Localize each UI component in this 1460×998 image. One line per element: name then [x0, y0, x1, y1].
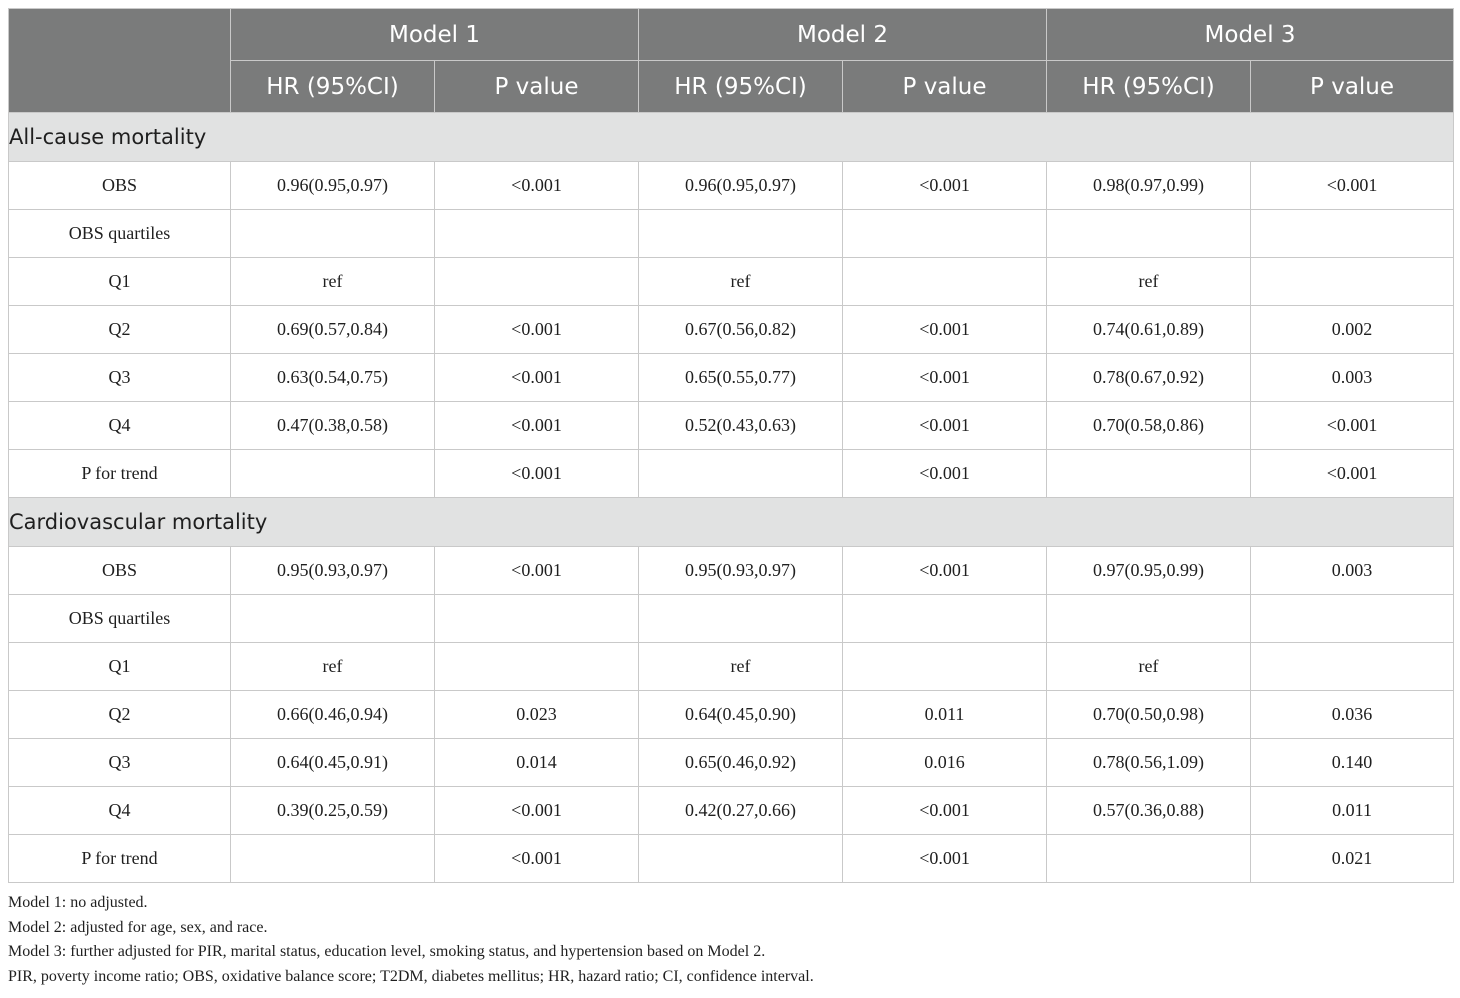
- p-value-cell: [435, 258, 639, 306]
- hr-ci-cell: 0.65(0.46,0.92): [639, 739, 843, 787]
- p-value-cell: 0.011: [1251, 787, 1454, 835]
- p-value-cell: [435, 595, 639, 643]
- hr-ci-cell: 0.78(0.67,0.92): [1047, 354, 1251, 402]
- p-value-cell: 0.014: [435, 739, 639, 787]
- p-value-cell: [843, 595, 1047, 643]
- row-label: OBS quartiles: [9, 210, 231, 258]
- hr-ci-cell: [231, 595, 435, 643]
- p-value-cell: <0.001: [843, 787, 1047, 835]
- p-value-cell: <0.001: [435, 835, 639, 883]
- hr-ci-cell: 0.52(0.43,0.63): [639, 402, 843, 450]
- hr-ci-cell: ref: [639, 643, 843, 691]
- p-value-cell: 0.023: [435, 691, 639, 739]
- row-label: OBS: [9, 162, 231, 210]
- hr-ci-cell: ref: [1047, 643, 1251, 691]
- hazard-ratio-table: [8, 8, 1454, 883]
- hr-ci-cell: 0.95(0.93,0.97): [231, 547, 435, 595]
- header-p-col: P value: [1251, 61, 1454, 113]
- header-p-col: P value: [843, 61, 1047, 113]
- hr-ci-cell: 0.64(0.45,0.91): [231, 739, 435, 787]
- hr-ci-cell: [639, 835, 843, 883]
- table-row: [9, 787, 1454, 835]
- hr-ci-cell: 0.96(0.95,0.97): [231, 162, 435, 210]
- hr-ci-cell: [1047, 210, 1251, 258]
- p-value-cell: [843, 643, 1047, 691]
- table-row: [9, 835, 1454, 883]
- p-value-cell: [1251, 595, 1454, 643]
- p-value-cell: 0.036: [1251, 691, 1454, 739]
- footnote-model-3: Model 3: further adjusted for PIR, marital status, education level, smoking status, and hypertension based on Model 2.: [8, 943, 766, 960]
- row-label: Q3: [9, 739, 231, 787]
- row-label: P for trend: [9, 450, 231, 498]
- header-hr-col: HR (95%CI): [1047, 61, 1251, 113]
- section-header-row: [9, 113, 1454, 162]
- hr-ci-cell: 0.67(0.56,0.82): [639, 306, 843, 354]
- p-value-cell: <0.001: [435, 450, 639, 498]
- table-row: [9, 354, 1454, 402]
- table-row: [9, 450, 1454, 498]
- table-row: [9, 258, 1454, 306]
- row-label: Q3: [9, 354, 231, 402]
- row-label: OBS: [9, 547, 231, 595]
- header-model-1: Model 1: [231, 9, 639, 61]
- hr-ci-cell: [231, 835, 435, 883]
- hr-ci-cell: [639, 595, 843, 643]
- hr-ci-cell: 0.70(0.50,0.98): [1047, 691, 1251, 739]
- p-value-cell: <0.001: [435, 306, 639, 354]
- header-hr-col: HR (95%CI): [231, 61, 435, 113]
- header-corner-cell: [9, 9, 231, 113]
- header-p-col: P value: [435, 61, 639, 113]
- p-value-cell: [843, 210, 1047, 258]
- p-value-cell: [1251, 210, 1454, 258]
- p-value-cell: [435, 643, 639, 691]
- table-footnotes: [8, 891, 1453, 989]
- table-row: [9, 691, 1454, 739]
- header-model-2: Model 2: [639, 9, 1047, 61]
- hr-ci-cell: 0.64(0.45,0.90): [639, 691, 843, 739]
- section-header-row: [9, 498, 1454, 547]
- header-hr-col: HR (95%CI): [639, 61, 843, 113]
- table-row: [9, 306, 1454, 354]
- p-value-cell: [435, 210, 639, 258]
- row-label: Q4: [9, 787, 231, 835]
- hr-ci-cell: [231, 450, 435, 498]
- p-value-cell: <0.001: [1251, 402, 1454, 450]
- p-value-cell: 0.003: [1251, 547, 1454, 595]
- footnote-model-1: Model 1: no adjusted.: [8, 894, 148, 911]
- row-label: Q2: [9, 691, 231, 739]
- hr-ci-cell: 0.42(0.27,0.66): [639, 787, 843, 835]
- section-title: Cardiovascular mortality: [9, 498, 1454, 547]
- hr-ci-cell: [1047, 450, 1251, 498]
- p-value-cell: <0.001: [843, 306, 1047, 354]
- p-value-cell: 0.003: [1251, 354, 1454, 402]
- p-value-cell: <0.001: [435, 787, 639, 835]
- hr-ci-cell: 0.69(0.57,0.84): [231, 306, 435, 354]
- p-value-cell: [1251, 258, 1454, 306]
- hr-ci-cell: 0.97(0.95,0.99): [1047, 547, 1251, 595]
- hr-ci-cell: [639, 450, 843, 498]
- header-row-models: [9, 9, 1454, 61]
- p-value-cell: <0.001: [1251, 162, 1454, 210]
- p-value-cell: <0.001: [843, 354, 1047, 402]
- p-value-cell: <0.001: [435, 354, 639, 402]
- hr-ci-cell: 0.66(0.46,0.94): [231, 691, 435, 739]
- p-value-cell: <0.001: [843, 450, 1047, 498]
- section-title: All-cause mortality: [9, 113, 1454, 162]
- p-value-cell: 0.002: [1251, 306, 1454, 354]
- hr-ci-cell: ref: [639, 258, 843, 306]
- p-value-cell: 0.140: [1251, 739, 1454, 787]
- hr-ci-cell: [231, 210, 435, 258]
- p-value-cell: 0.011: [843, 691, 1047, 739]
- p-value-cell: <0.001: [1251, 450, 1454, 498]
- hr-ci-cell: 0.39(0.25,0.59): [231, 787, 435, 835]
- p-value-cell: <0.001: [843, 402, 1047, 450]
- row-label: Q2: [9, 306, 231, 354]
- hr-ci-cell: 0.95(0.93,0.97): [639, 547, 843, 595]
- table-row: [9, 162, 1454, 210]
- p-value-cell: <0.001: [843, 835, 1047, 883]
- p-value-cell: 0.021: [1251, 835, 1454, 883]
- p-value-cell: 0.016: [843, 739, 1047, 787]
- row-label: OBS quartiles: [9, 595, 231, 643]
- results-table-figure: [8, 8, 1453, 989]
- p-value-cell: <0.001: [843, 547, 1047, 595]
- table-row: [9, 643, 1454, 691]
- hr-ci-cell: [1047, 595, 1251, 643]
- hr-ci-cell: 0.78(0.56,1.09): [1047, 739, 1251, 787]
- hr-ci-cell: 0.98(0.97,0.99): [1047, 162, 1251, 210]
- hr-ci-cell: 0.63(0.54,0.75): [231, 354, 435, 402]
- hr-ci-cell: 0.96(0.95,0.97): [639, 162, 843, 210]
- table-body: [9, 113, 1454, 883]
- hr-ci-cell: [639, 210, 843, 258]
- hr-ci-cell: 0.74(0.61,0.89): [1047, 306, 1251, 354]
- hr-ci-cell: 0.70(0.58,0.86): [1047, 402, 1251, 450]
- hr-ci-cell: ref: [231, 643, 435, 691]
- p-value-cell: <0.001: [843, 162, 1047, 210]
- row-label: Q1: [9, 643, 231, 691]
- header-model-3: Model 3: [1047, 9, 1454, 61]
- hr-ci-cell: [1047, 835, 1251, 883]
- row-label: Q4: [9, 402, 231, 450]
- hr-ci-cell: 0.65(0.55,0.77): [639, 354, 843, 402]
- p-value-cell: <0.001: [435, 547, 639, 595]
- p-value-cell: [843, 258, 1047, 306]
- table-row: [9, 210, 1454, 258]
- table-row: [9, 402, 1454, 450]
- p-value-cell: <0.001: [435, 162, 639, 210]
- hr-ci-cell: 0.57(0.36,0.88): [1047, 787, 1251, 835]
- p-value-cell: <0.001: [435, 402, 639, 450]
- table-row: [9, 547, 1454, 595]
- footnote-abbreviations: PIR, poverty income ratio; OBS, oxidative balance score; T2DM, diabetes mellitus; HR, hazard ratio; CI, confidence interval.: [8, 967, 814, 985]
- row-label: P for trend: [9, 835, 231, 883]
- hr-ci-cell: ref: [231, 258, 435, 306]
- p-value-cell: [1251, 643, 1454, 691]
- footnote-model-2: Model 2: adjusted for age, sex, and race.: [8, 918, 268, 936]
- hr-ci-cell: 0.47(0.38,0.58): [231, 402, 435, 450]
- table-row: [9, 739, 1454, 787]
- row-label: Q1: [9, 258, 231, 306]
- hr-ci-cell: ref: [1047, 258, 1251, 306]
- table-row: [9, 595, 1454, 643]
